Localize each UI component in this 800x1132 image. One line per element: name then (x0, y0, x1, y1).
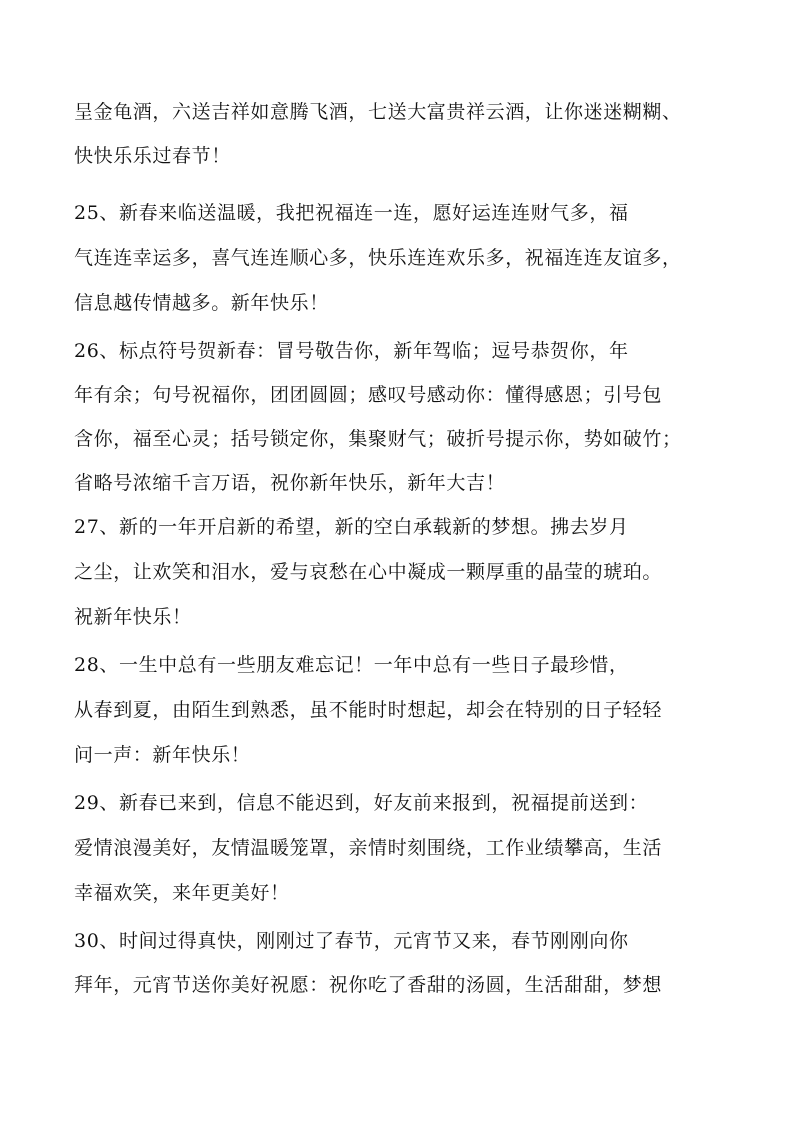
paragraph-26 (74, 336, 734, 498)
text-line: 呈金龟酒，六送吉祥如意腾飞酒，七送大富贵祥云酒，让你迷迷糊糊、 (74, 101, 682, 123)
text-line: 含你，福至心灵；括号锁定你，集聚财气；破折号提示你，势如破竹； (74, 428, 682, 450)
text-line: 气连连幸运多，喜气连连顺心多，快乐连连欢乐多，祝福连连友谊多， (74, 247, 682, 269)
text-line: 28、一生中总有一些朋友难忘记！一年中总有一些日子最珍惜， (74, 654, 629, 676)
text-line: 26、标点符号贺新春：冒号敬告你，新年驾临；逗号恭贺你，年 (74, 340, 629, 362)
paragraph-30 (74, 926, 734, 1000)
text-line: 从春到夏，由陌生到熟悉，虽不能时时想起，却会在特别的日子轻轻 (74, 699, 663, 721)
text-line: 省略号浓缩千言万语，祝你新年快乐，新年大吉！ (74, 472, 506, 494)
text-line: 25、新春来临送温暖，我把祝福连一连，愿好运连连财气多，福 (74, 202, 629, 224)
text-line: 幸福欢笑，来年更美好！ (74, 882, 290, 904)
text-line: 拜年，元宵节送你美好祝愿：祝你吃了香甜的汤圆，生活甜甜，梦想 (74, 974, 663, 996)
text-line: 27、新的一年开启新的希望，新的空白承载新的梦想。拂去岁月 (74, 516, 629, 538)
paragraph-29 (74, 788, 734, 908)
text-line: 29、新春已来到，信息不能迟到，好友前来报到，祝福提前送到： (74, 792, 649, 814)
paragraph-27 (74, 512, 734, 632)
text-line: 之尘，让欢笑和泪水，爱与哀愁在心中凝成一颗厚重的晶莹的琥珀。 (74, 561, 663, 583)
paragraph-28 (74, 650, 734, 770)
text-line: 30、时间过得真快，刚刚过了春节，元宵节又来，春节刚刚向你 (74, 930, 629, 952)
text-line: 祝新年快乐！ (74, 606, 192, 628)
text-line: 问一声：新年快乐！ (74, 744, 251, 766)
text-line: 年有余；句号祝福你，团团圆圆；感叹号感动你：懂得感恩；引号包 (74, 384, 663, 406)
paragraph-25 (74, 198, 734, 318)
text-line: 快快乐乐过春节！ (74, 145, 231, 167)
paragraph-24-continuation (74, 97, 734, 171)
text-line: 爱情浪漫美好，友情温暖笼罩，亲情时刻围绕，工作业绩攀高，生活 (74, 837, 663, 859)
text-line: 信息越传情越多。新年快乐！ (74, 292, 329, 314)
